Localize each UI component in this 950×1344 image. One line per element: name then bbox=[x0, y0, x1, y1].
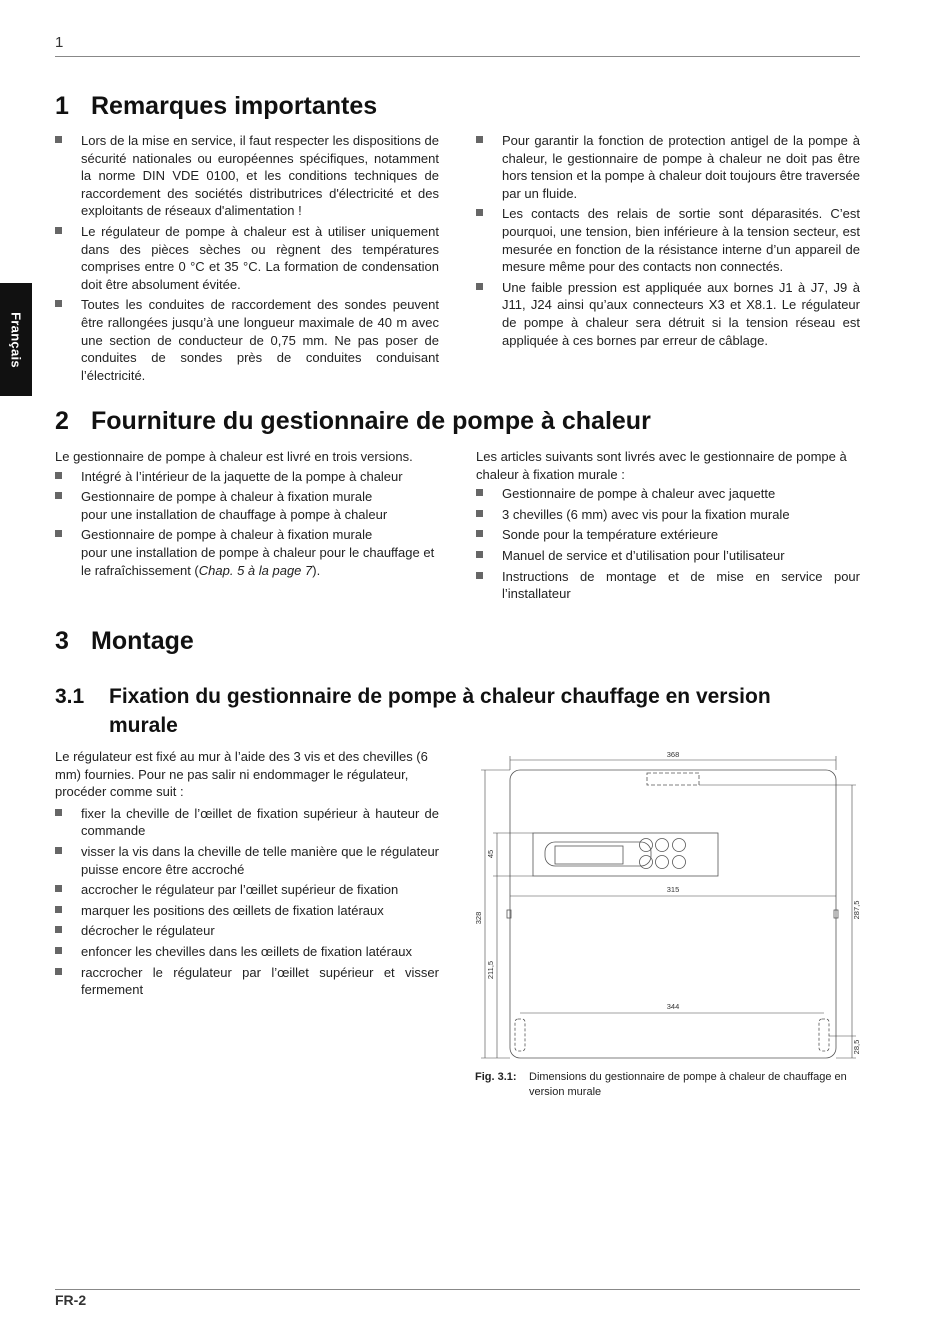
section-1-number: 1 bbox=[55, 92, 69, 120]
section-2-heading bbox=[55, 407, 651, 436]
dim-label-display-offset: 45 bbox=[486, 849, 495, 859]
display-bezel bbox=[545, 842, 651, 866]
section-2-left-intro: Le gestionnaire de pompe à chaleur est livré en trois versions. bbox=[55, 449, 413, 464]
language-tab-label: Français bbox=[8, 311, 24, 368]
display-screen bbox=[555, 846, 623, 864]
header-rule bbox=[55, 56, 860, 57]
list-item: Intégré à l’intérieur de la jaquette de la pompe à chaleur bbox=[55, 468, 439, 486]
section-2-number: 2 bbox=[55, 407, 69, 435]
dim-label-lower-height: 211,5 bbox=[486, 960, 495, 980]
list-item: Une faible pression est appliquée aux bornes J1 à J7, J9 à J11, J24 ainsi qu’aux connecteurs X3 et X8.1. Le régulateur de pompe à chaleur sera détruit si la tension réseau est appliquée à ces bornes par erreur de câblage. bbox=[476, 279, 860, 349]
control-button bbox=[656, 856, 669, 869]
list-item: Les contacts des relais de sortie sont déparasités. C’est pourquoi, une tension, bien inférieure à la tension secteur, est mesurée en fonction de la résistance interne d’un appareil de mesure même pour des contacts non connectés. bbox=[476, 205, 860, 275]
dim-label-bottom-width: 344 bbox=[666, 1002, 680, 1011]
section-3-left-column bbox=[55, 748, 439, 1002]
list-item: raccrocher le régulateur par l’œillet supérieur et visser fermement bbox=[55, 964, 439, 999]
dimension-drawing bbox=[475, 748, 862, 1063]
list-item: Instructions de montage et de mise en service pour l’installateur bbox=[476, 568, 860, 603]
bottom-slot bbox=[819, 1019, 829, 1051]
control-button bbox=[640, 839, 653, 852]
list-item: accrocher le régulateur par l’œillet supérieur de fixation bbox=[55, 881, 439, 899]
figure-label: Fig. 3.1: bbox=[475, 1071, 517, 1083]
chapter-reference[interactable]: Chap. 5 à la page 7 bbox=[198, 562, 313, 578]
dim-label-width-top: 368 bbox=[666, 750, 680, 759]
control-button bbox=[673, 856, 686, 869]
list-item: Toutes les conduites de raccordement des sondes peuvent être rallongées jusqu’à une longueur maximale de 40 m avec une section de conducteur de 0,75 mm. Ne pas poser de conduites de sondes près de conduites conduisant l’électricité. bbox=[55, 296, 439, 384]
section-2-title: Fourniture du gestionnaire de pompe à chaleur bbox=[91, 407, 651, 435]
display-module bbox=[533, 833, 718, 876]
bottom-slot bbox=[515, 1019, 525, 1051]
dim-label-bottom-offset: 28,5 bbox=[852, 1039, 861, 1055]
footer-rule bbox=[55, 1289, 860, 1290]
control-button bbox=[656, 839, 669, 852]
subsection-3-1-heading bbox=[55, 682, 845, 740]
section-1-left-column bbox=[55, 132, 439, 387]
top-eyelet bbox=[647, 773, 699, 785]
list-item: Lors de la mise en service, il faut respecter les dispositions de sécurité nationales ou européennes spécifiques, notamment la norme DIN VDE 0100, et les conditions techniques de raccordement des sociétés distributrices d'électricité et des exploitants de réseaux d'alimentation ! bbox=[55, 132, 439, 220]
list-item: Gestionnaire de pompe à chaleur à fixation murale pour une installation de pompe à chaleur pour le chauffage et le rafraîchissement (Chap. 5 à la page 7). bbox=[55, 526, 439, 579]
dim-label-height-total: 328 bbox=[474, 911, 483, 925]
list-item: enfoncer les chevilles dans les œillets de fixation latéraux bbox=[55, 943, 439, 961]
dim-label-display-width: 315 bbox=[666, 885, 680, 894]
list-item: visser la vis dans la cheville de telle manière que le régulateur puisse encore être accroché bbox=[55, 843, 439, 878]
language-tab bbox=[0, 283, 32, 396]
section-1-title: Remarques importantes bbox=[91, 92, 378, 120]
list-item: Gestionnaire de pompe à chaleur à fixation murale pour une installation de chauffage à pompe à chaleur bbox=[55, 488, 439, 523]
list-item: fixer la cheville de l’œillet de fixation supérieur à hauteur de commande bbox=[55, 805, 439, 840]
list-item: décrocher le régulateur bbox=[55, 922, 439, 940]
list-item: 3 chevilles (6 mm) avec vis pour la fixation murale bbox=[476, 506, 860, 524]
subsection-3-1-title: Fixation du gestionnaire de pompe à chaleur chauffage en version murale bbox=[109, 685, 771, 737]
section-3-number: 3 bbox=[55, 627, 69, 655]
subsection-3-1-number: 3.1 bbox=[55, 685, 85, 708]
list-item: Gestionnaire de pompe à chaleur avec jaquette bbox=[476, 485, 860, 503]
section-2-left-column bbox=[55, 448, 439, 582]
list-item: Sonde pour la température extérieure bbox=[476, 526, 860, 544]
section-3-title: Montage bbox=[91, 627, 194, 655]
list-item: marquer les positions des œillets de fixation latéraux bbox=[55, 902, 439, 920]
header-page-number: 1 bbox=[55, 34, 64, 51]
section-1-heading bbox=[55, 92, 377, 121]
control-button bbox=[640, 856, 653, 869]
section-3-intro: Le régulateur est fixé au mur à l’aide des 3 vis et des chevilles (6 mm) fournies. Pour ne pas salir ni endommager le régulateur, procéder comme suit : bbox=[55, 749, 428, 800]
section-3-heading bbox=[55, 627, 194, 656]
list-item: Le régulateur de pompe à chaleur est à utiliser uniquement dans des pièces sèches ou règnent des températures comprises entre 0 °C et 35 °C. La formation de condensation doit être absolument évitée. bbox=[55, 223, 439, 293]
dim-label-right-height: 287,5 bbox=[852, 900, 861, 920]
list-item: Pour garantir la fonction de protection antigel de la pompe à chaleur, le gestionnaire de pompe à chaleur ne doit pas être hors tension et la pompe à chaleur doit toujours être traversée par un fluide. bbox=[476, 132, 860, 202]
list-item: Manuel de service et d’utilisation pour l’utilisateur bbox=[476, 547, 860, 565]
section-2-right-column bbox=[476, 448, 860, 606]
control-button bbox=[673, 839, 686, 852]
housing-outline bbox=[510, 770, 836, 1058]
section-1-right-column bbox=[476, 132, 860, 352]
figure-caption-text: Dimensions du gestionnaire de pompe à chaleur de chauffage en version murale bbox=[529, 1071, 847, 1098]
section-2-right-intro: Les articles suivants sont livrés avec le gestionnaire de pompe à chaleur à fixation murale : bbox=[476, 449, 847, 482]
footer-page-label: FR-2 bbox=[55, 1292, 87, 1308]
